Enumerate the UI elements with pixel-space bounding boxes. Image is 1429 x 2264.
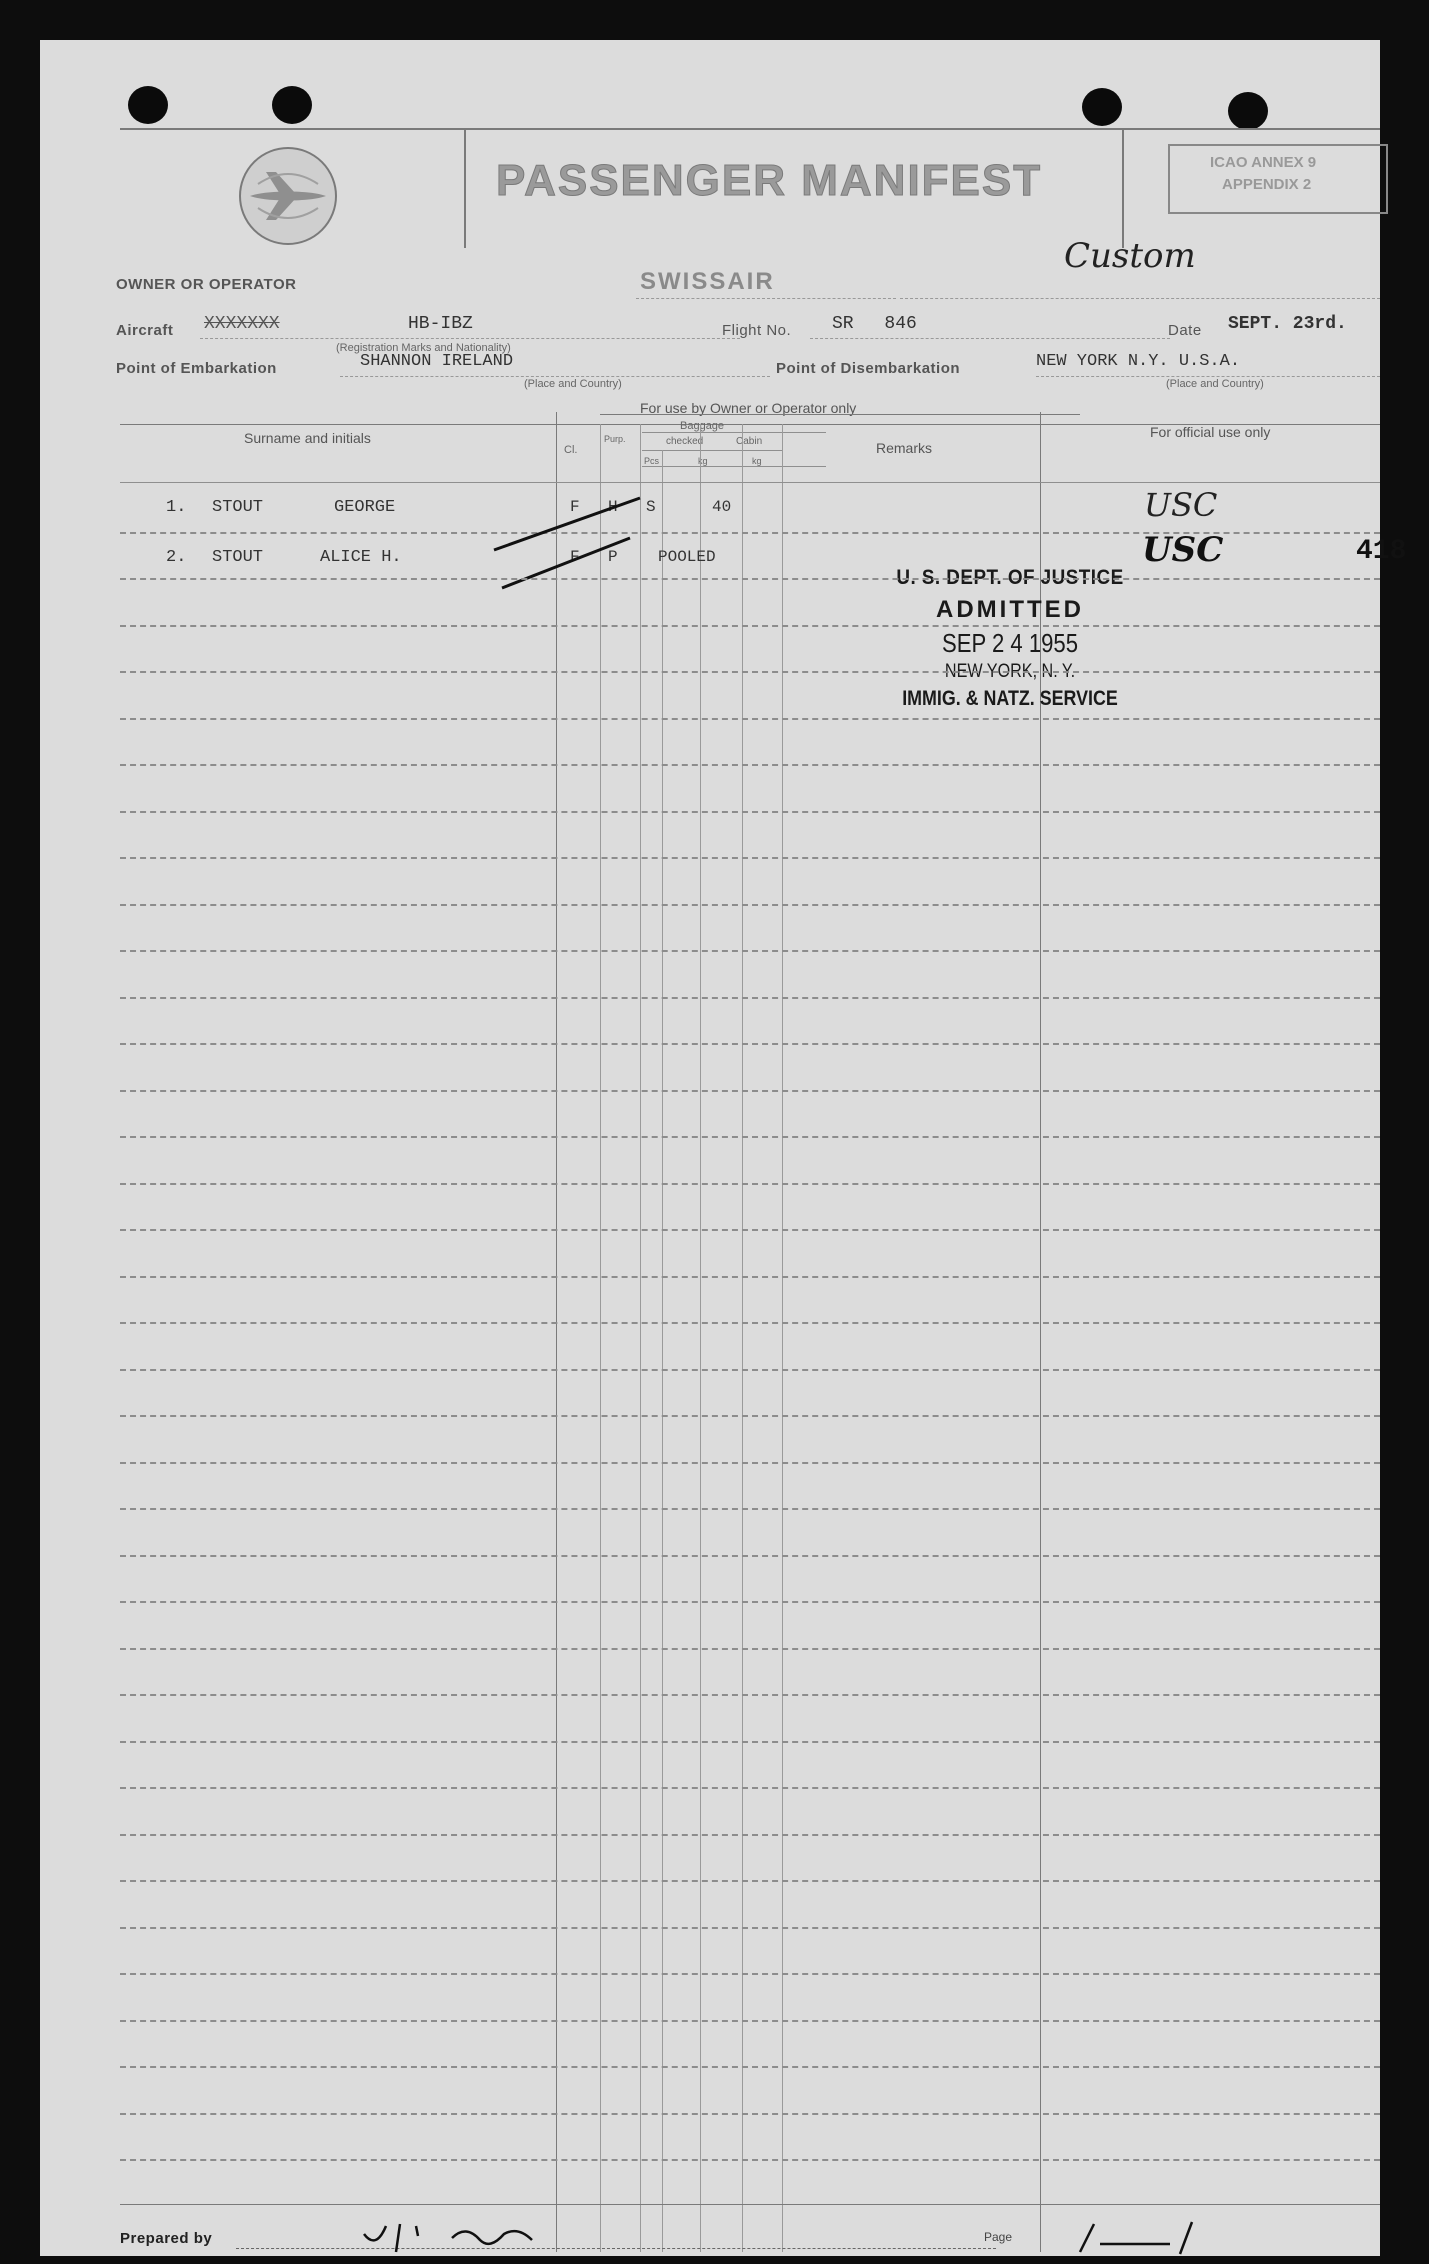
col-cl: Cl. — [564, 444, 578, 456]
table-row — [120, 1927, 1380, 1929]
page-label: Page — [984, 2230, 1013, 2244]
manifest-page — [40, 40, 1407, 2256]
table-row — [120, 2159, 1380, 2161]
table-row — [120, 1462, 1380, 1464]
table-row — [120, 1090, 1380, 1092]
prepared-label: Prepared by — [120, 2230, 213, 2247]
col-baggage: Baggage — [680, 420, 725, 432]
col-pcs: Pcs — [644, 456, 660, 466]
logo-box-divider — [464, 128, 466, 248]
disembark-value: NEW YORK N.Y. U.S.A. — [1036, 352, 1241, 371]
passenger-pcs: POOLED — [658, 548, 716, 566]
punch-hole-3 — [1082, 88, 1122, 126]
table-row — [120, 1183, 1380, 1185]
passenger-surname: STOUT — [212, 548, 264, 567]
table-row — [120, 1601, 1380, 1603]
stamp-city: NEW YORK, N. Y. — [944, 661, 1076, 682]
col-remarks: Remarks — [876, 440, 933, 456]
owner-value: SWISSAIR — [640, 268, 775, 295]
table-row — [120, 625, 1380, 627]
col-kg: kg — [698, 456, 708, 466]
signature — [356, 2216, 556, 2256]
official-number: 418 — [1356, 536, 1407, 567]
icao-box — [1168, 144, 1388, 214]
table-row — [120, 811, 1380, 813]
punch-hole-2 — [272, 86, 312, 124]
punch-hole-1 — [128, 86, 168, 124]
table-row — [120, 1555, 1380, 1557]
table-row — [120, 718, 1380, 720]
page-title: PASSENGER MANIFEST — [496, 156, 1043, 205]
col-divider-cabin — [742, 424, 743, 2252]
stamp-dept: U. S. DEPT. OF JUSTICE — [896, 566, 1124, 589]
disembark-label: Point of Disembarkation — [776, 360, 961, 377]
stamp-date: SEP 2 4 1955 — [942, 628, 1078, 658]
passenger-purp: P — [608, 548, 618, 566]
aircraft-value: XXXXXXX — [204, 314, 280, 334]
table-row — [120, 1415, 1380, 1417]
table-row — [120, 997, 1380, 999]
header-divider — [120, 128, 1380, 130]
passenger-official: USC — [1144, 486, 1218, 524]
header-bottom-rule — [120, 482, 1380, 483]
col-official: For official use only — [1150, 424, 1271, 440]
embark-value: SHANNON IRELAND — [360, 352, 514, 371]
icao-appendix: APPENDIX 2 — [1222, 176, 1312, 193]
icao-annex: ICAO ANNEX 9 — [1210, 154, 1317, 171]
table-row — [120, 1741, 1380, 1743]
col-cabin-kg: kg — [752, 456, 762, 466]
passenger-cl: F — [570, 498, 580, 516]
table-row — [120, 2113, 1380, 2115]
passenger-purp: H — [608, 498, 618, 516]
table-row — [120, 1322, 1380, 1324]
page-number-handwriting — [1060, 2218, 1260, 2258]
col-purp: Purp. — [604, 434, 626, 444]
passenger-pcs: S — [646, 498, 656, 516]
table-row — [120, 1880, 1380, 1882]
handwritten-custom: Custom — [1064, 236, 1196, 276]
embark-note: (Place and Country) — [524, 378, 622, 390]
col-divider-remarks — [782, 424, 783, 2252]
passenger-num: 2. — [166, 548, 187, 567]
col-divider-bag — [640, 424, 641, 2252]
col-cabin: Cabin — [736, 436, 763, 447]
table-row — [120, 764, 1380, 766]
table-row — [120, 1369, 1380, 1371]
owner-label: OWNER OR OPERATOR — [116, 276, 297, 293]
table-row — [120, 1787, 1380, 1789]
passenger-num: 1. — [166, 498, 187, 517]
embark-label: Point of Embarkation — [116, 360, 277, 377]
date-label: Date — [1168, 322, 1202, 339]
table-row — [120, 950, 1380, 952]
registration-value: HB-IBZ — [408, 314, 473, 334]
disembark-note: (Place and Country) — [1166, 378, 1264, 390]
col-checked: checked — [666, 436, 704, 447]
passenger-cl: F — [570, 548, 580, 566]
col-divider-pcs — [662, 450, 663, 2252]
date-value: SEPT. 23rd. — [1228, 314, 1347, 334]
check-slash-icon — [490, 480, 650, 590]
flight-label: Flight No. — [722, 322, 792, 339]
table-row — [120, 1229, 1380, 1231]
passenger-row — [120, 486, 1380, 532]
col-divider-kg — [700, 424, 701, 2252]
aircraft-label: Aircraft — [116, 322, 174, 339]
table-row — [120, 671, 1380, 673]
table-row — [120, 2020, 1380, 2022]
admitted-stamp — [860, 566, 1160, 711]
col-divider-cl — [556, 412, 557, 2252]
table-row — [120, 1973, 1380, 1975]
table-row — [120, 1694, 1380, 1696]
passenger-kg: 40 — [712, 498, 732, 516]
registration-note: (Registration Marks and Nationality) — [336, 342, 511, 354]
table-row — [120, 1276, 1380, 1278]
passenger-surname: STOUT — [212, 498, 264, 517]
airline-logo — [236, 144, 340, 248]
punch-hole-4 — [1228, 92, 1268, 130]
col-surname: Surname and initials — [244, 430, 371, 446]
footer-rule — [120, 2204, 1380, 2205]
table-row — [120, 578, 1380, 580]
globe-plane-icon — [236, 144, 340, 248]
passenger-row — [120, 530, 1407, 578]
table-row — [120, 1043, 1380, 1045]
table-row — [120, 1508, 1380, 1510]
title-box-divider — [1122, 128, 1124, 248]
table-row — [120, 1648, 1380, 1650]
stamp-admitted: ADMITTED — [936, 596, 1084, 623]
table-row — [120, 2066, 1380, 2068]
table-row — [120, 857, 1380, 859]
passenger-given: ALICE H. — [320, 548, 402, 567]
table-row — [120, 904, 1380, 906]
table-row — [120, 1136, 1380, 1138]
table-row — [120, 1834, 1380, 1836]
flight-value: SR 846 — [832, 314, 917, 334]
col-owner-use: For use by Owner or Operator only — [640, 400, 857, 416]
passenger-given: GEORGE — [334, 498, 396, 517]
stamp-service: IMMIG. & NATZ. SERVICE — [902, 687, 1118, 710]
col-divider-purp — [600, 424, 601, 2252]
passenger-official: USC — [1142, 530, 1224, 570]
